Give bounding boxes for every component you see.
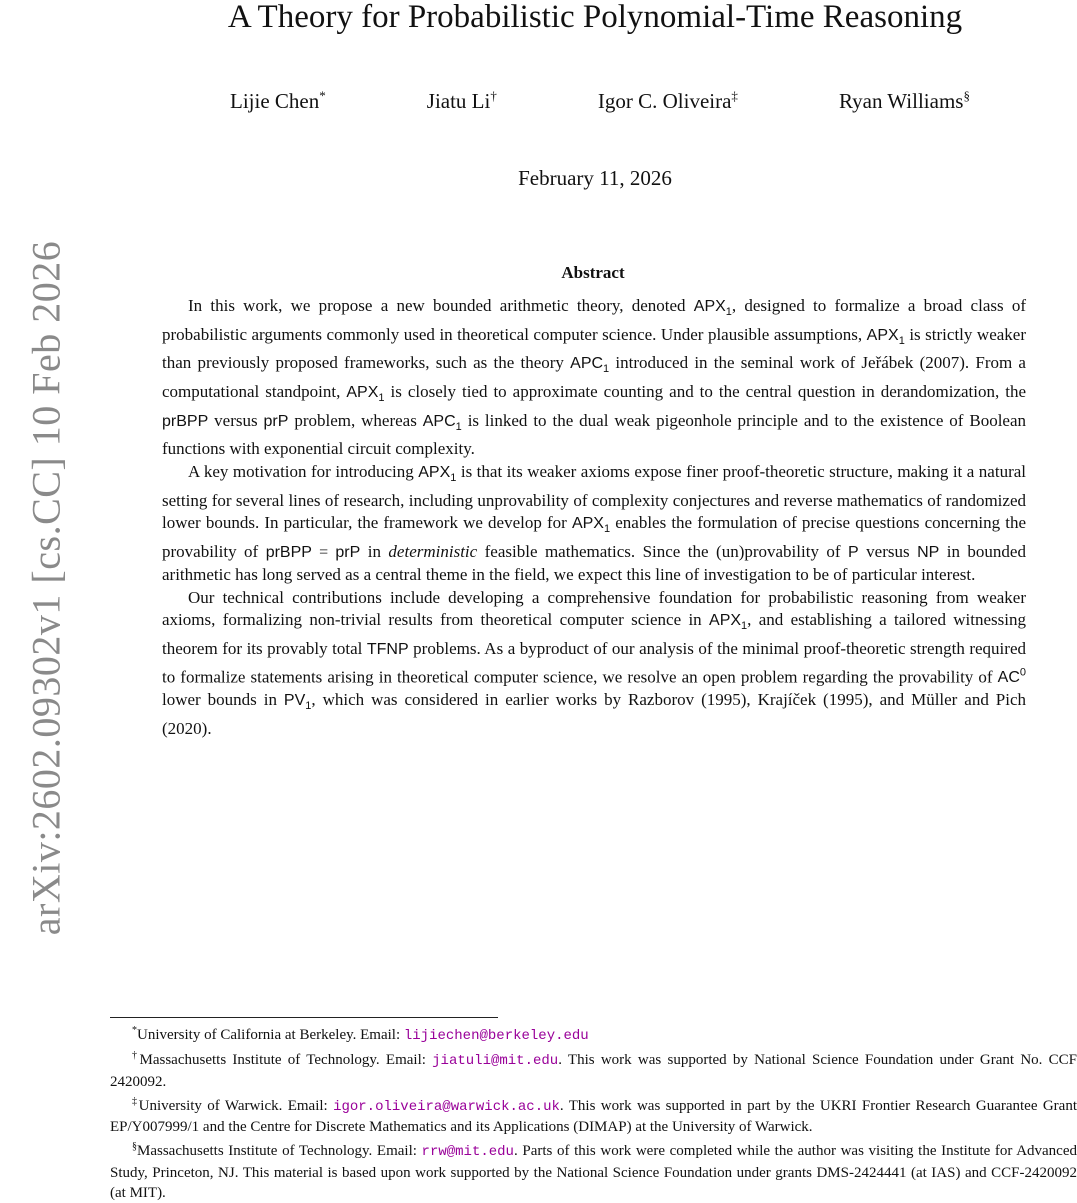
email-link[interactable]: jiatuli@mit.edu [432, 1053, 559, 1070]
arxiv-identifier-stamp: arXiv:2602.09302v1 [cs.CC] 10 Feb 2026 [23, 240, 69, 936]
author-3: Igor C. Oliveira‡ [597, 88, 738, 113]
apx1-symbol: $APX_1$ [693, 298, 732, 319]
footnote-2: †Massachusetts Institute of Technology. Email: jiatuli@mit.edu. This work was supported by National Science Foundation under Grant No. CCF 2420092. [110, 1050, 1077, 1090]
abstract-paragraph-3: Our technical contributions include developing a comprehensive foundation for probabilistic reasoning from weaker axioms, formalizing non-trivial results from theoretical computer science in $APX_1$, and establishing a tailored witnessing theorem for its provably total TFNP problems. As a byproduct of our analysis of the minimal proof-theoretic strength required to formalize statements arising in theoretical computer science, we resolve an open problem regarding the provability of $AC^0$ lower bounds in $PV_1$, which was considered in earlier works by Razborov (1995), Krajíček (1995), and Müller and Pich (2020). [162, 587, 1027, 739]
footnote-4: §Massachusetts Institute of Technology. Email: rrw@mit.edu. Parts of this work were completed while the author was visiting the Institute for Advanced Study, Princeton, NJ. This material is based upon work supported by the National Science Foundation under grants DMS-2424441 (at IAS) and CCF-2420092 (at MIT). [110, 1141, 1077, 1202]
prbpp-symbol: prBPP [162, 412, 209, 430]
author-2: Jiatu Li† [426, 88, 497, 113]
np-symbol: NP [917, 543, 940, 561]
apx1-symbol: $APX_1$ [571, 515, 611, 536]
apx1-symbol: $APX_1$ [346, 384, 385, 405]
email-link[interactable]: lijiechen@berkeley.edu [403, 1028, 589, 1044]
paper-title: A Theory for Probabilistic Polynomial-Time Reasoning [227, 0, 963, 35]
apc1-symbol: $APC_1$ [422, 412, 462, 433]
tfnp-symbol: TFNP [366, 641, 409, 658]
author-4-footnote-mark[interactable]: § [963, 88, 970, 103]
email-link[interactable]: igor.oliveira@warwick.ac.uk [333, 1098, 560, 1115]
p-symbol: P [848, 543, 859, 561]
apx1-symbol: $APX_1$ [709, 612, 748, 633]
footnote-3: ‡University of Warwick. Email: igor.oliveira@warwick.ac.uk. This work was supported in part by the UKRI Frontier Research Guarantee Grant EP/Y007999/1 and the Centre for Discrete Mathematics and its Applications (DIMAP) at the University of Warwick. [110, 1095, 1077, 1136]
apc1-symbol: $APC_1$ [570, 355, 610, 376]
apx1-symbol: $APX_1$ [418, 463, 457, 485]
prp-symbol: prP [263, 412, 289, 430]
abstract-heading: Abstract [561, 263, 625, 282]
email-link[interactable]: rrw@mit.edu [421, 1144, 514, 1161]
paper-date: February 11, 2026 [518, 166, 672, 190]
abstract-body [162, 295, 1026, 741]
author-1: Lijie Chen* [230, 88, 326, 113]
footnotes [110, 1021, 1077, 1203]
abstract-paragraph-2: A key motivation for introducing $APX_1$ is that its weaker axioms expose finer proof-theoretic structure, making it a natural setting for several lines of research, including unprovability of complexity conjectures and reverse mathematics of randomized lower bounds. In particular, the framework we develop for $APX_1$ enables the formulation of precise questions concerning the provability of prBPP = prP in deterministic feasible mathematics. Since the (un)provability of P versus NP in bounded arithmetic has long served as a central theme in the field, we expect this line of investigation to be of particular interest. [162, 461, 1026, 585]
author-4: Ryan Williams§ [838, 88, 970, 113]
author-2-footnote-mark[interactable]: † [490, 88, 497, 103]
abstract-paragraph-1: In this work, we propose a new bounded arithmetic theory, denoted $APX_1$, designed to formalize a broad class of probabilistic arguments commonly used in theoretical computer science. Under plausible assumptions, $APX_1$ is strictly weaker than previously proposed frameworks, such as the theory $APC_1$ introduced in the seminal work of Jeřábek (2007). From a computational standpoint, $APX_1$ is closely tied to approximate counting and to the central question in derandomization, the prBPP versus prP problem, whereas $APC_1$ is linked to the dual weak pigeonhole principle and to the existence of Boolean functions with exponential circuit complexity. [162, 296, 1027, 459]
emphasis-deterministic: deterministic [388, 541, 478, 561]
footnote-divider [110, 1017, 498, 1018]
author-1-footnote-mark[interactable]: * [319, 88, 326, 103]
footnote-1: *University of California at Berkeley. Email: lijiechen@berkeley.edu [132, 1025, 589, 1044]
ac0-symbol: $AC^0$ [997, 666, 1026, 686]
pv1-symbol: $PV_1$ [283, 692, 312, 713]
prbpp-equals-prp-formula: prBPP = prP [265, 543, 361, 561]
apx1-symbol: $APX_1$ [866, 326, 905, 347]
author-list [230, 88, 970, 114]
author-3-footnote-mark[interactable]: ‡ [731, 88, 738, 103]
